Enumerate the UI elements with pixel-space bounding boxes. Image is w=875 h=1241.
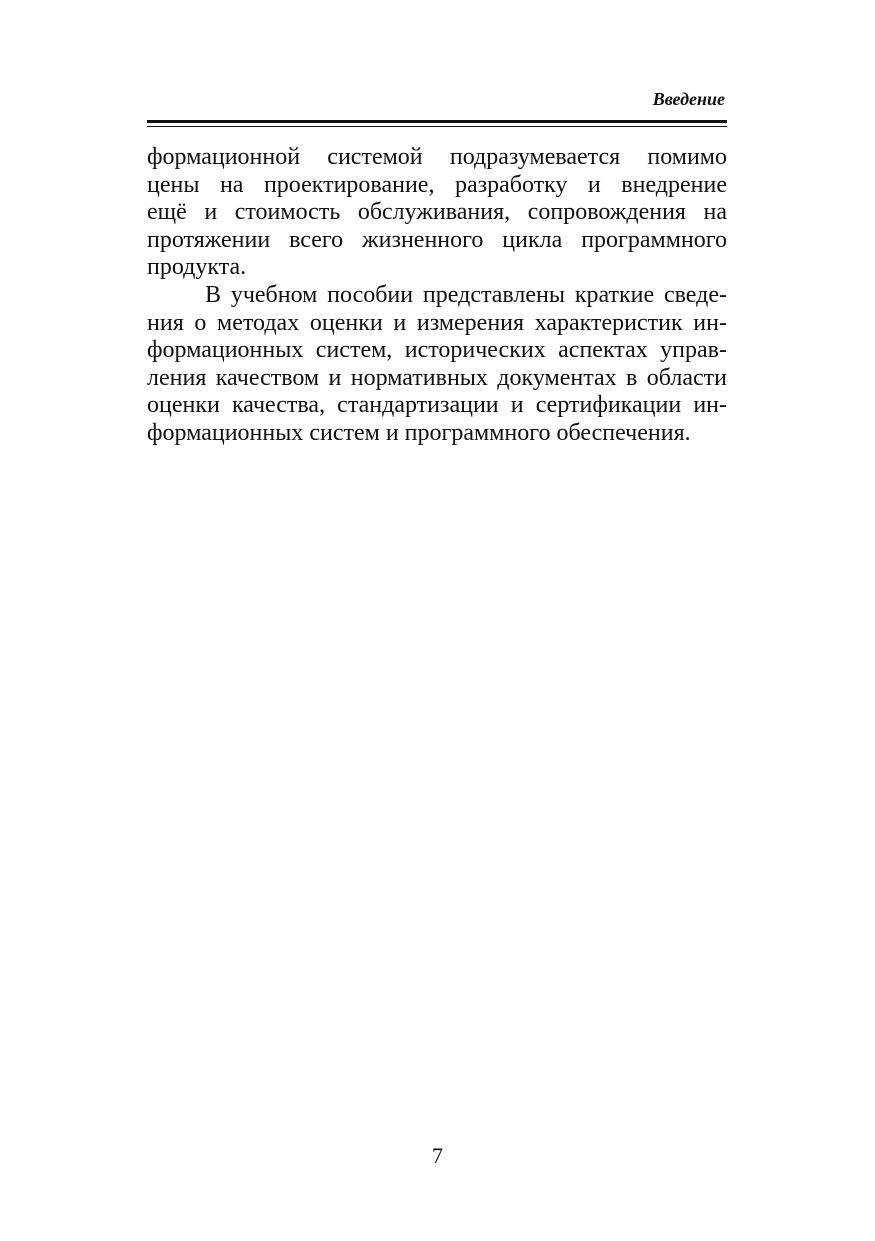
- paragraph-line: протяжении всего жизненного цикла программного: [147, 226, 727, 253]
- paragraph-line: формационных систем, исторических аспектах управ-: [147, 337, 727, 364]
- paragraph-line: ещё и стоимость обслуживания, сопровождения на: [147, 199, 727, 226]
- paragraph-line: ния о методах оценки и измерения характеристик ин-: [147, 309, 727, 336]
- body-text: [147, 144, 727, 448]
- paragraph-line: формационных систем и программного обеспечения.: [147, 419, 691, 446]
- paragraph-line: цены на проектирование, разработку и внедрение: [147, 171, 727, 198]
- page-number: 7: [432, 1143, 443, 1168]
- paragraph-line: формационной системой подразумевается помимо: [147, 144, 727, 170]
- header-rule-thick: [147, 120, 727, 123]
- header-rule-thin: [147, 126, 727, 127]
- paragraph-1: [147, 144, 727, 282]
- paragraph-line: продукта.: [147, 254, 247, 281]
- paragraph-line: В учебном пособии представлены краткие сведе-: [205, 281, 727, 308]
- paragraph-line: ления качеством и нормативных документах в области: [147, 364, 727, 391]
- running-head-title: Введение: [652, 89, 725, 109]
- paragraph-line: оценки качества, стандартизации и сертификации ин-: [147, 392, 727, 419]
- paragraph-2: [147, 282, 727, 448]
